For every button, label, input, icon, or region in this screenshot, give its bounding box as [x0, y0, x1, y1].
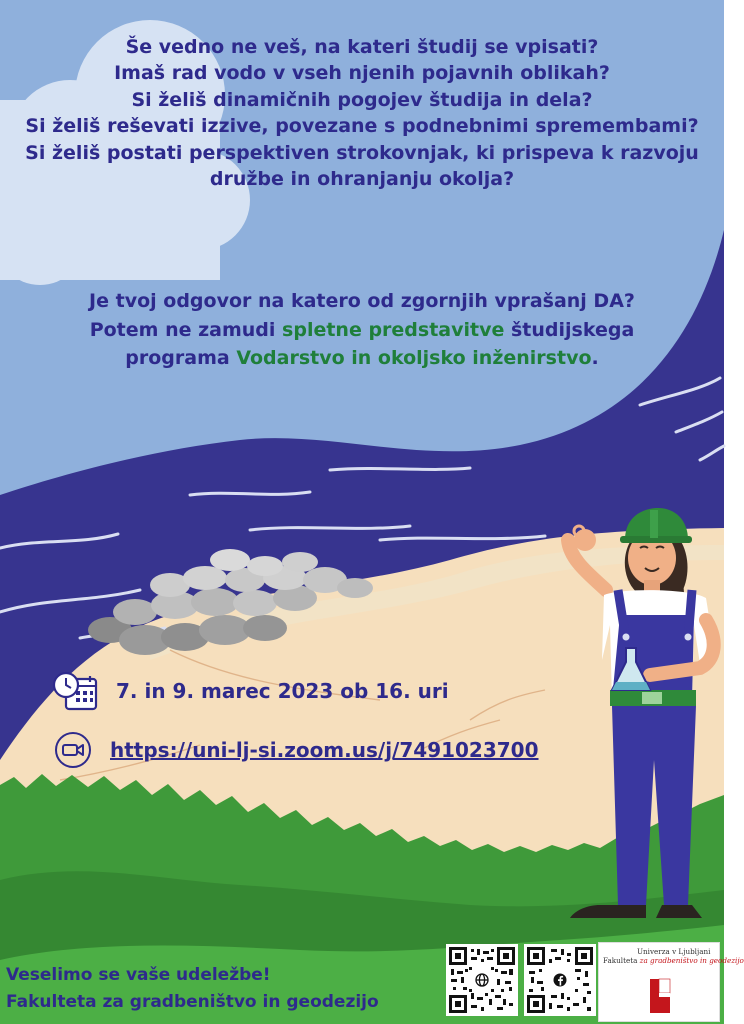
- logo-text: [603, 947, 744, 965]
- video-camera-icon: [54, 731, 92, 769]
- call-to-action: [0, 287, 724, 373]
- question-line: družbe in ohranjanju okolja?: [209, 168, 515, 191]
- footer-greeting: Veselimo se vaše udeležbe!: [6, 965, 271, 985]
- question-line: Še vedno ne veš, na kateri študij se vpisati?: [125, 36, 599, 58]
- calendar-clock-icon: [52, 667, 100, 715]
- question-line: Si želiš reševati izzive, povezane s podnebnimi spremembami?: [25, 115, 699, 138]
- cta-line-3: [0, 344, 724, 373]
- footer-faculty: Fakulteta za gradbeništvo in geodezijo: [6, 992, 379, 1012]
- question-line: Si želiš postati perspektiven strokovnjak, ki prispeva k razvoju: [25, 141, 699, 164]
- qr-code-pattern: [527, 947, 593, 1013]
- questions-block: [0, 34, 724, 192]
- zoom-link-row: [54, 731, 539, 769]
- qr-code-facebook[interactable]: [524, 944, 596, 1016]
- cta-line-1: Je tvoj odgovor na katero od zgornjih vprašanj DA?: [89, 290, 635, 312]
- footer: [6, 962, 379, 1016]
- faculty-emblem: [650, 979, 670, 1013]
- qr-code-pattern: [449, 947, 515, 1013]
- logo-faculty-name: za gradbeništvo in geodezijo: [639, 956, 744, 965]
- event-date: 7. in 9. marec 2023 ob 16. uri: [116, 679, 449, 703]
- question-line: Si želiš dinamičnih pogojev študija in dela?: [131, 88, 593, 111]
- logo-university: Univerza v Ljubljani: [637, 947, 711, 956]
- cta-line-2: [0, 316, 724, 345]
- event-date-row: [52, 667, 449, 715]
- facebook-icon: [554, 974, 567, 987]
- cta-text: .: [591, 347, 599, 369]
- qr-code-website[interactable]: [446, 944, 518, 1016]
- question-line: Imaš rad vodo v vseh njenih pojavnih oblikah?: [114, 62, 610, 85]
- university-logo: [598, 942, 744, 1022]
- cta-highlight-presentation: spletne predstavitve: [282, 318, 505, 341]
- cta-text: študijskega: [504, 318, 635, 341]
- logo-faculty-prefix: Fakulteta: [603, 956, 640, 965]
- zoom-link[interactable]: https://uni-lj-si.zoom.us/j/7491023700: [110, 738, 539, 762]
- cta-highlight-programme: Vodarstvo in okoljsko inženirstvo: [236, 347, 592, 369]
- cta-text: programa: [125, 347, 237, 369]
- cta-text: Potem ne zamudi: [89, 318, 283, 341]
- logo-faculty: [603, 956, 744, 965]
